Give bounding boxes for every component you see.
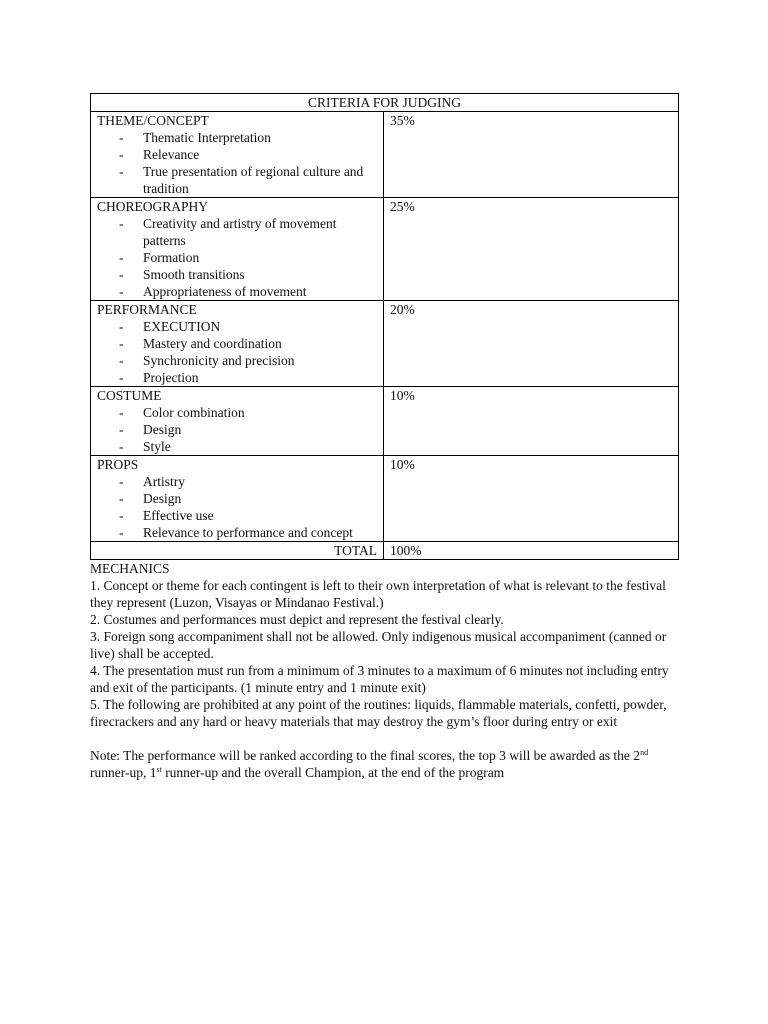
criteria-item bbox=[97, 369, 377, 386]
criteria-weight: 35% bbox=[384, 112, 679, 198]
criteria-weight: 25% bbox=[384, 198, 679, 301]
criteria-category: PROPS bbox=[97, 457, 139, 472]
criteria-item-text: Relevance to performance and concept bbox=[143, 525, 353, 540]
criteria-item-text: Thematic Interpretation bbox=[143, 130, 271, 145]
criteria-item bbox=[97, 146, 377, 163]
criteria-item-text: Artistry bbox=[143, 474, 185, 489]
criteria-item-text: Relevance bbox=[143, 147, 200, 162]
bullet-dash-icon: - bbox=[119, 250, 124, 265]
criteria-items bbox=[97, 404, 377, 455]
bullet-dash-icon: - bbox=[119, 147, 124, 162]
bullet-dash-icon: - bbox=[119, 491, 124, 506]
criteria-item-text: Mastery and coordination bbox=[143, 336, 282, 351]
criteria-item bbox=[97, 404, 377, 421]
criteria-item bbox=[97, 335, 377, 352]
criteria-category: COSTUME bbox=[97, 388, 162, 403]
total-value: 100% bbox=[384, 542, 679, 560]
bullet-dash-icon: - bbox=[119, 370, 124, 385]
bullet-dash-icon: - bbox=[119, 267, 124, 282]
criteria-item-text: Color combination bbox=[143, 405, 245, 420]
criteria-cell bbox=[91, 387, 384, 456]
criteria-row bbox=[91, 301, 679, 387]
criteria-item bbox=[97, 266, 377, 283]
criteria-item bbox=[97, 163, 377, 197]
document-page bbox=[90, 93, 678, 795]
criteria-item-text: EXECUTION bbox=[143, 319, 221, 334]
mechanics-list bbox=[90, 577, 678, 730]
criteria-weight: 10% bbox=[384, 456, 679, 542]
mechanics-item: 2. Costumes and performances must depict and represent the festival clearly. bbox=[90, 612, 504, 627]
criteria-item bbox=[97, 490, 377, 507]
criteria-item bbox=[97, 507, 377, 524]
criteria-item-text: Style bbox=[143, 439, 171, 454]
note-paragraph bbox=[90, 747, 678, 781]
mechanics-item: 1. Concept or theme for each contingent is left to their own interpretation of what is relevant to the festival they represent (Luzon, Visayas or Mindanao Festival.) bbox=[90, 578, 666, 610]
criteria-item bbox=[97, 352, 377, 369]
criteria-row bbox=[91, 112, 679, 198]
mechanics-item: 3. Foreign song accompaniment shall not be allowed. Only indigenous musical accompaniment (canned or live) shall be accepted. bbox=[90, 629, 667, 661]
criteria-table bbox=[90, 93, 679, 560]
criteria-weight: 20% bbox=[384, 301, 679, 387]
criteria-item bbox=[97, 129, 377, 146]
criteria-items bbox=[97, 129, 377, 197]
bullet-dash-icon: - bbox=[119, 474, 124, 489]
mechanics-section bbox=[90, 560, 678, 730]
bullet-dash-icon: - bbox=[119, 353, 124, 368]
bullet-dash-icon: - bbox=[119, 164, 124, 179]
criteria-category: THEME/CONCEPT bbox=[97, 113, 209, 128]
criteria-item-text: Smooth transitions bbox=[143, 267, 245, 282]
table-title: CRITERIA FOR JUDGING bbox=[91, 94, 679, 112]
criteria-item bbox=[97, 283, 377, 300]
criteria-item bbox=[97, 215, 377, 249]
note-text-1: Note: The performance will be ranked according to the final scores, the top 3 will be awarded as the 2 bbox=[90, 748, 641, 763]
criteria-item-text: Effective use bbox=[143, 508, 214, 523]
criteria-item bbox=[97, 249, 377, 266]
note-text-2: runner-up, 1 bbox=[90, 765, 157, 780]
criteria-item-text: Design bbox=[143, 422, 182, 437]
total-row bbox=[91, 542, 679, 560]
criteria-item-text: Design bbox=[143, 491, 182, 506]
criteria-row bbox=[91, 456, 679, 542]
bullet-dash-icon: - bbox=[119, 130, 124, 145]
criteria-row bbox=[91, 387, 679, 456]
mechanics-heading: MECHANICS bbox=[90, 561, 170, 576]
criteria-item bbox=[97, 473, 377, 490]
bullet-dash-icon: - bbox=[119, 336, 124, 351]
bullet-dash-icon: - bbox=[119, 319, 124, 334]
criteria-cell bbox=[91, 301, 384, 387]
criteria-cell bbox=[91, 112, 384, 198]
criteria-item-text: Appropriateness of movement bbox=[143, 284, 307, 299]
note-sup-1: nd bbox=[640, 748, 649, 757]
mechanics-item: 5. The following are prohibited at any point of the routines: liquids, flammable materials, confetti, powder, firecrackers and any hard or heavy materials that may destroy the gym’s floor during entry or exit bbox=[90, 697, 667, 729]
mechanics-item: 4. The presentation must run from a minimum of 3 minutes to a maximum of 6 minutes not including entry and exit of the participants. (1 minute entry and 1 minute exit) bbox=[90, 663, 669, 695]
criteria-cell bbox=[91, 198, 384, 301]
criteria-item bbox=[97, 421, 377, 438]
bullet-dash-icon: - bbox=[119, 422, 124, 437]
criteria-category: CHOREOGRAPHY bbox=[97, 199, 209, 214]
criteria-item-text: Formation bbox=[143, 250, 200, 265]
total-label: TOTAL bbox=[91, 542, 384, 560]
note-text-3: runner-up and the overall Champion, at the end of the program bbox=[161, 765, 505, 780]
bullet-dash-icon: - bbox=[119, 439, 124, 454]
criteria-item-text: Synchronicity and precision bbox=[143, 353, 295, 368]
bullet-dash-icon: - bbox=[119, 405, 124, 420]
note-sup-2: st bbox=[156, 765, 162, 774]
criteria-weight: 10% bbox=[384, 387, 679, 456]
criteria-items bbox=[97, 215, 377, 300]
bullet-dash-icon: - bbox=[119, 525, 124, 540]
criteria-item bbox=[97, 318, 377, 335]
criteria-items bbox=[97, 473, 377, 541]
criteria-body bbox=[91, 112, 679, 542]
criteria-cell bbox=[91, 456, 384, 542]
criteria-item-text: Creativity and artistry of movement patterns bbox=[143, 216, 337, 248]
criteria-row bbox=[91, 198, 679, 301]
criteria-item-text: True presentation of regional culture and tradition bbox=[143, 164, 364, 196]
criteria-item bbox=[97, 438, 377, 455]
bullet-dash-icon: - bbox=[119, 216, 124, 231]
criteria-category: PERFORMANCE bbox=[97, 302, 197, 317]
bullet-dash-icon: - bbox=[119, 508, 124, 523]
criteria-item bbox=[97, 524, 377, 541]
bullet-dash-icon: - bbox=[119, 284, 124, 299]
criteria-item-text: Projection bbox=[143, 370, 199, 385]
criteria-items bbox=[97, 318, 377, 386]
